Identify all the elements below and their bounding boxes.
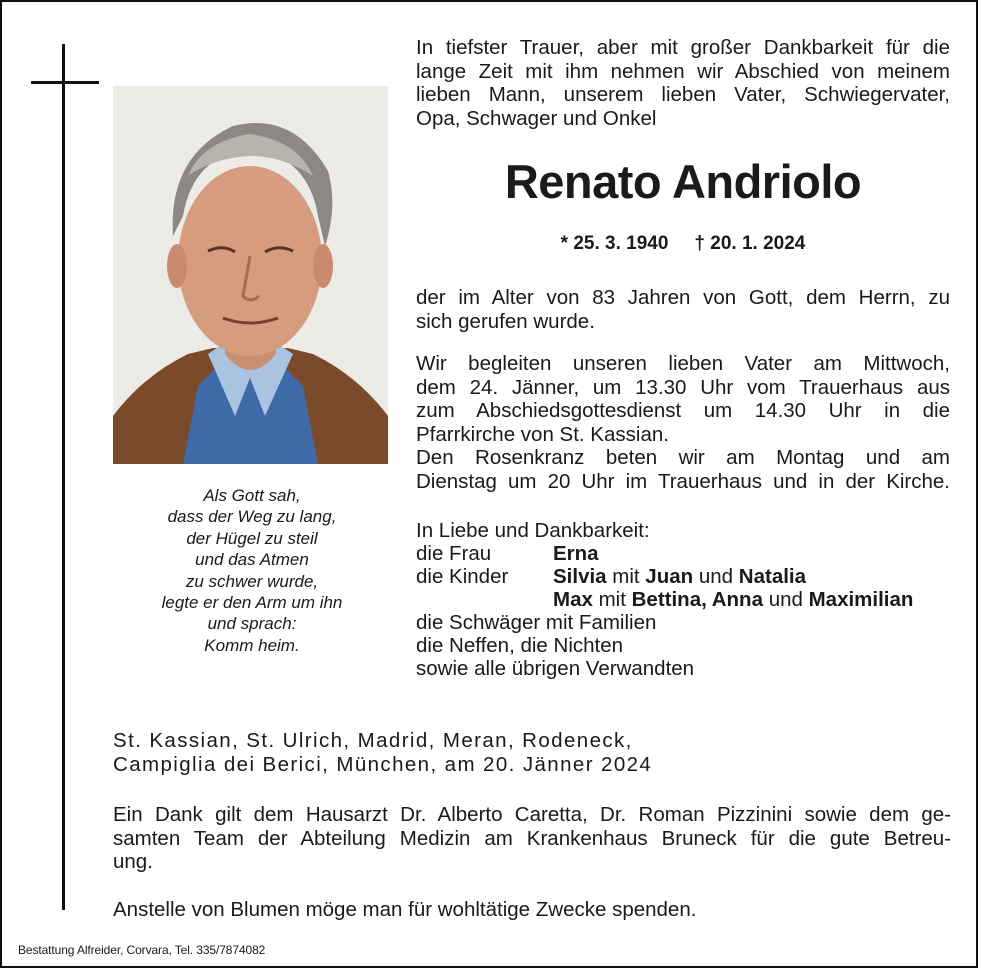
birth-date: * 25. 3. 1940 [560,233,669,254]
poem-line: legte er den Arm um ihn [161,593,343,613]
connector-text: und [768,588,803,611]
child-entry [553,588,913,611]
connector-text: mit [612,565,640,588]
thanks-line: ung. [113,850,153,873]
relation-label: die Frau [416,542,492,565]
funeral-home-footer: Bestattung Alfreider, Corvara, Tel. 335/7874082 [18,943,266,957]
family-row-children [416,565,950,588]
poem-line: dass der Weg zu lang, [167,507,337,527]
donation-note: Anstelle von Blumen möge man für wohltätige Zwecke spenden. [113,898,697,921]
family-extra: sowie alle übrigen Verwandten [416,657,695,680]
family-extra: die Schwäger mit Familien [416,611,657,634]
intro-line: In tiefster Trauer, aber mit großer Dankbarkeit für die [416,36,950,59]
portrait-photo [113,86,388,464]
deceased-name: Renato Andriolo [504,155,862,208]
intro-line: Opa, Schwager und Onkel [416,106,657,130]
places-line: St. Kassian, St. Ulrich, Madrid, Meran, Rodeneck, [113,729,633,752]
service-line: zum Abschiedsgottesdienst um 14.30 Uhr in die [416,399,950,422]
poem-line: Komm heim. [204,635,300,655]
child-entry [553,565,806,588]
places-line: Campiglia dei Berici, München, am 20. Jänner 2024 [113,752,653,776]
service-line: Pfarrkirche von St. Kassian. [416,422,669,446]
family-row-wife [416,542,950,565]
family-heading: In Liebe und Dankbarkeit: [416,519,650,542]
service-paragraph [416,352,950,493]
service-line: Wir begleiten unseren lieben Vater am Mittwoch, [416,352,950,375]
family-row-children-2 [416,588,950,611]
wife-name: Erna [553,542,599,565]
intro-line: lieben Mann, unserem lieben Vater, Schwiegervater, [416,83,950,106]
connector-text: mit [598,588,626,611]
service-line: Dienstag um 20 Uhr im Trauerhaus und in der Kirche. [416,469,950,493]
thanks-line: samten Team der Abteilung Medizin am Krankenhaus Bruneck für die gute Betreu- [113,826,951,850]
thanks-line: Ein Dank gilt dem Hausarzt Dr. Alberto Caretta, Dr. Roman Pizzinini sowie dem ge- [113,803,951,826]
poem-line: Als Gott sah, [203,486,301,505]
death-date: † 20. 1. 2024 [694,233,806,254]
places-and-date [113,729,733,776]
child-name: Max [553,588,593,611]
relation-label: die Kinder [416,565,509,588]
grandchild-name: Maximilian [808,588,914,611]
family-extra: die Neffen, die Nichten [416,634,624,657]
age-line: sich gerufen wurde. [416,309,595,333]
thanks-paragraph [113,803,951,874]
poem [122,485,382,656]
poem-line: und das Atmen [195,550,309,570]
poem-line: der Hügel zu steil [186,528,318,548]
connector-text: und [698,565,734,588]
cross-icon-bar [31,81,99,84]
age-paragraph [416,286,950,333]
intro-line: lange Zeit mit ihm nehmen wir Abschied von meinem [416,59,950,83]
cross-icon [62,44,65,910]
poem-line: und sprach: [207,614,297,634]
service-line: Den Rosenkranz beten wir am Montag und am [416,446,950,469]
family-list [416,519,950,680]
life-dates [416,233,950,255]
child-name: Silvia [553,565,607,588]
intro-text [416,36,950,130]
grandchild-name: Natalia [738,565,807,588]
partner-name: Juan [645,565,694,588]
service-line: dem 24. Jänner, um 13.30 Uhr vom Trauerhaus aus [416,375,950,399]
age-line: der im Alter von 83 Jahren von Gott, dem Herrn, zu [416,286,950,309]
poem-line: zu schwer wurde, [185,571,319,591]
partner-names: Bettina, Anna [631,588,763,611]
